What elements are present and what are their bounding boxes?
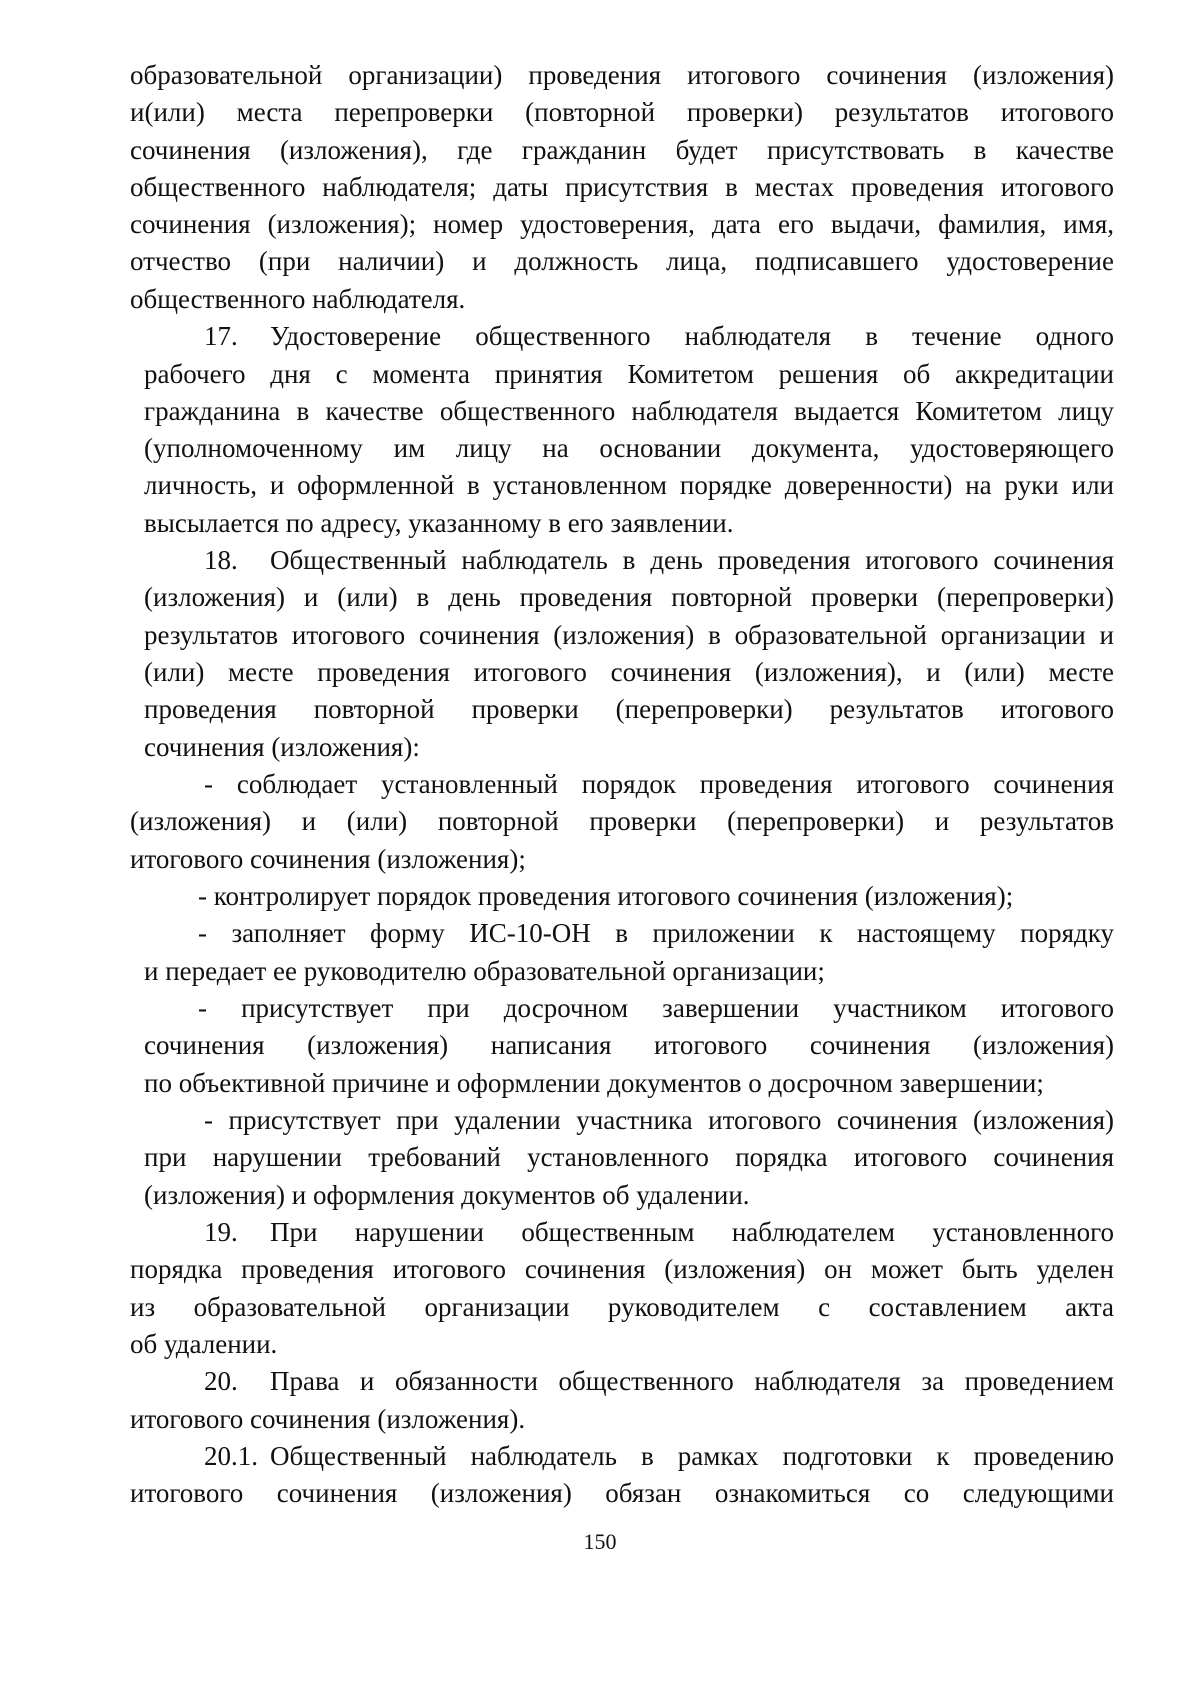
text-line: рабочего дня с момента принятия Комитетом решения об аккредитации: [144, 359, 1114, 389]
text-line: высылается по адресу, указанному в его заявлении.: [144, 508, 734, 538]
item-first-line: [204, 1439, 1114, 1473]
text-line: итогового сочинения (изложения);: [130, 844, 526, 874]
item-number: 17.: [204, 321, 238, 351]
text-line: общественного наблюдателя; даты присутствия в местах проведения итогового: [130, 172, 1114, 202]
text-line: сочинения (изложения):: [144, 732, 420, 762]
item-number: 20.1.: [204, 1441, 258, 1471]
bullet-first-line: - присутствует при досрочном завершении участником итогового: [198, 993, 1114, 1023]
item-number: 18.: [204, 545, 238, 575]
text-line: отчество (при наличии) и должность лица, подписавшего удостоверение: [130, 246, 1114, 276]
text-line: и(или) места перепроверки (повторной проверки) результатов итогового: [130, 97, 1114, 127]
text-line: личность, и оформленной в установленном порядке доверенности) на руки или: [144, 470, 1114, 500]
text-line: порядка проведения итогового сочинения (изложения) он может быть уделен: [130, 1254, 1114, 1284]
bullet-first-line: - присутствует при удалении участника итогового сочинения (изложения): [204, 1105, 1114, 1135]
item-first-text: Удостоверение общественного наблюдателя в течение одного: [270, 321, 1114, 351]
text-line: сочинения (изложения) написания итогового сочинения (изложения): [144, 1030, 1114, 1060]
item-first-text: Общественный наблюдатель в день проведения итогового сочинения: [270, 545, 1114, 575]
text-line: об удалении.: [130, 1329, 278, 1359]
item-number: 19.: [204, 1217, 238, 1247]
text-line: (изложения) и (или) повторной проверки (перепроверки) и результатов: [130, 806, 1114, 836]
bullet-first-line: - заполняет форму ИС-10-ОН в приложении к настоящему порядку: [198, 918, 1114, 948]
item-first-text: Права и обязанности общественного наблюдателя за проведением: [270, 1366, 1114, 1396]
text-line: сочинения (изложения); номер удостоверения, дата его выдачи, фамилия, имя,: [130, 209, 1114, 239]
text-line: (изложения) и оформления документов об удалении.: [144, 1180, 750, 1210]
text-line: при нарушении требований установленного порядка итогового сочинения: [144, 1142, 1114, 1172]
text-line: из образовательной организации руководителем с составлением акта: [130, 1292, 1114, 1322]
text-line: по объективной причине и оформлении документов о досрочном завершении;: [144, 1068, 1044, 1098]
bullet-first-line: - контролирует порядок проведения итогового сочинения (изложения);: [198, 881, 1014, 911]
item-number: 20.: [204, 1366, 238, 1396]
text-line: сочинения (изложения), где гражданин будет присутствовать в качестве: [130, 135, 1114, 165]
item-first-text: При нарушении общественным наблюдателем установленного: [270, 1217, 1114, 1247]
text-line: общественного наблюдателя.: [130, 284, 466, 314]
text-line: (уполномоченному им лицу на основании документа, удостоверяющего: [144, 433, 1114, 463]
item-first-text: Общественный наблюдатель в рамках подготовки к проведению: [270, 1441, 1114, 1471]
text-line: гражданина в качестве общественного наблюдателя выдается Комитетом лицу: [144, 396, 1114, 426]
text-line: и передает ее руководителю образовательной организации;: [144, 956, 825, 986]
item-first-line: [204, 1215, 1114, 1249]
text-line: образовательной организации) проведения итогового сочинения (изложения): [130, 60, 1114, 90]
item-first-line: [204, 543, 1114, 577]
text-line: проведения повторной проверки (перепроверки) результатов итогового: [144, 694, 1114, 724]
item-first-line: [204, 319, 1114, 353]
text-line: (изложения) и (или) в день проведения повторной проверки (перепроверки): [144, 582, 1114, 612]
text-line: итогового сочинения (изложения) обязан ознакомиться со следующими: [130, 1478, 1114, 1508]
text-line: результатов итогового сочинения (изложения) в образовательной организации и: [144, 620, 1114, 650]
text-line: (или) месте проведения итогового сочинения (изложения), и (или) месте: [144, 657, 1114, 687]
text-line: итогового сочинения (изложения).: [130, 1404, 526, 1434]
item-first-line: [204, 1364, 1114, 1398]
page-number: 150: [583, 1529, 617, 1554]
bullet-first-line: - соблюдает установленный порядок проведения итогового сочинения: [204, 769, 1114, 799]
